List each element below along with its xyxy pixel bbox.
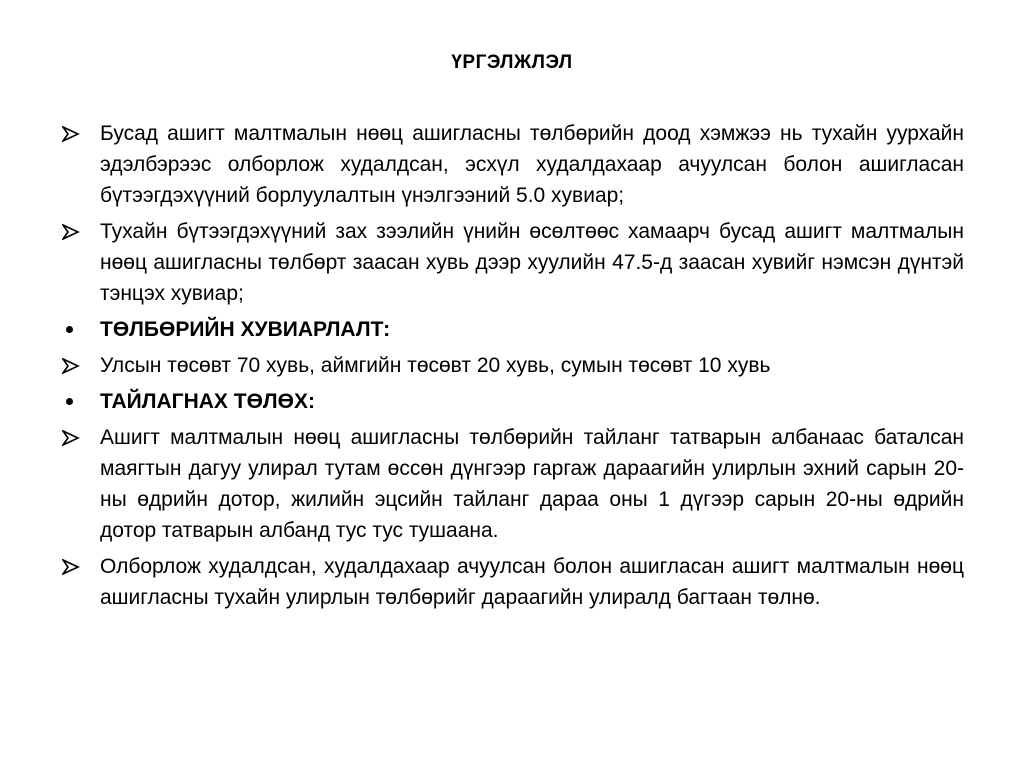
list-item-text: Улсын төсөвт 70 хувь, аймгийн төсөвт 20 хувь, сумын төсөвт 10 хувь bbox=[100, 354, 771, 377]
arrow-bullet-icon bbox=[62, 118, 86, 149]
arrow-bullet-icon bbox=[62, 551, 86, 582]
list-item bbox=[60, 118, 964, 211]
section-heading-text: ТАЙЛАГНАХ ТӨЛӨХ: bbox=[100, 390, 315, 413]
list-item bbox=[60, 350, 964, 381]
arrow-bullet-icon bbox=[62, 422, 86, 453]
list-item bbox=[60, 551, 964, 613]
section-heading-text: ТӨЛБӨРИЙН ХУВИАРЛАЛТ: bbox=[100, 318, 391, 341]
arrow-bullet-icon bbox=[62, 216, 86, 247]
list-item-text: Бусад ашигт малтмалын нөөц ашигласны төлбөрийн доод хэмжээ нь тухайн уурхайн эдэлбэрээс олборлож худалдсан, эсхүл худалдахаар ачуулсан болон ашигласан бүтээгдэхүүний борлуулалтын үнэлгээний 5.0 хувиар; bbox=[100, 122, 964, 207]
slide-title: ҮРГЭЛЖЛЭЛ bbox=[451, 52, 573, 73]
bullet-list bbox=[60, 118, 964, 618]
list-item bbox=[60, 422, 964, 546]
list-item-text: Олборлож худалдсан, худалдахаар ачуулсан болон ашигласан ашигт малтмалын нөөц ашигласны тухайн улирлын төлбөрийг дараагийн улиралд багтаан төлнө. bbox=[100, 555, 964, 609]
section-heading bbox=[60, 314, 964, 345]
list-item bbox=[60, 216, 964, 309]
dot-bullet-icon bbox=[62, 314, 86, 345]
arrow-bullet-icon bbox=[62, 350, 86, 381]
dot-bullet-icon bbox=[62, 386, 86, 417]
list-item-text: Тухайн бүтээгдэхүүний зах зээлийн үнийн өсөлтөөс хамаарч бусад ашигт малтмалын нөөц ашигласны төлбөрт заасан хувь дээр хуулийн 47.5-д заасан хувийг нэмсэн дүнтэй тэнцэх хувиар; bbox=[100, 220, 964, 305]
section-heading bbox=[60, 386, 964, 417]
list-item-text: Ашигт малтмалын нөөц ашигласны төлбөрийн тайланг татварын албанаас баталсан маягтын дагуу улирал тутам өссөн дүнгээр гаргаж дараагийн улирлын эхний сарын 20-ны өдрийн дотор, жилийн эцсийн тайланг дараа оны 1 дүгээр сарын 20-ны өдрийн дотор татварын албанд тус тус тушаана. bbox=[100, 426, 964, 542]
